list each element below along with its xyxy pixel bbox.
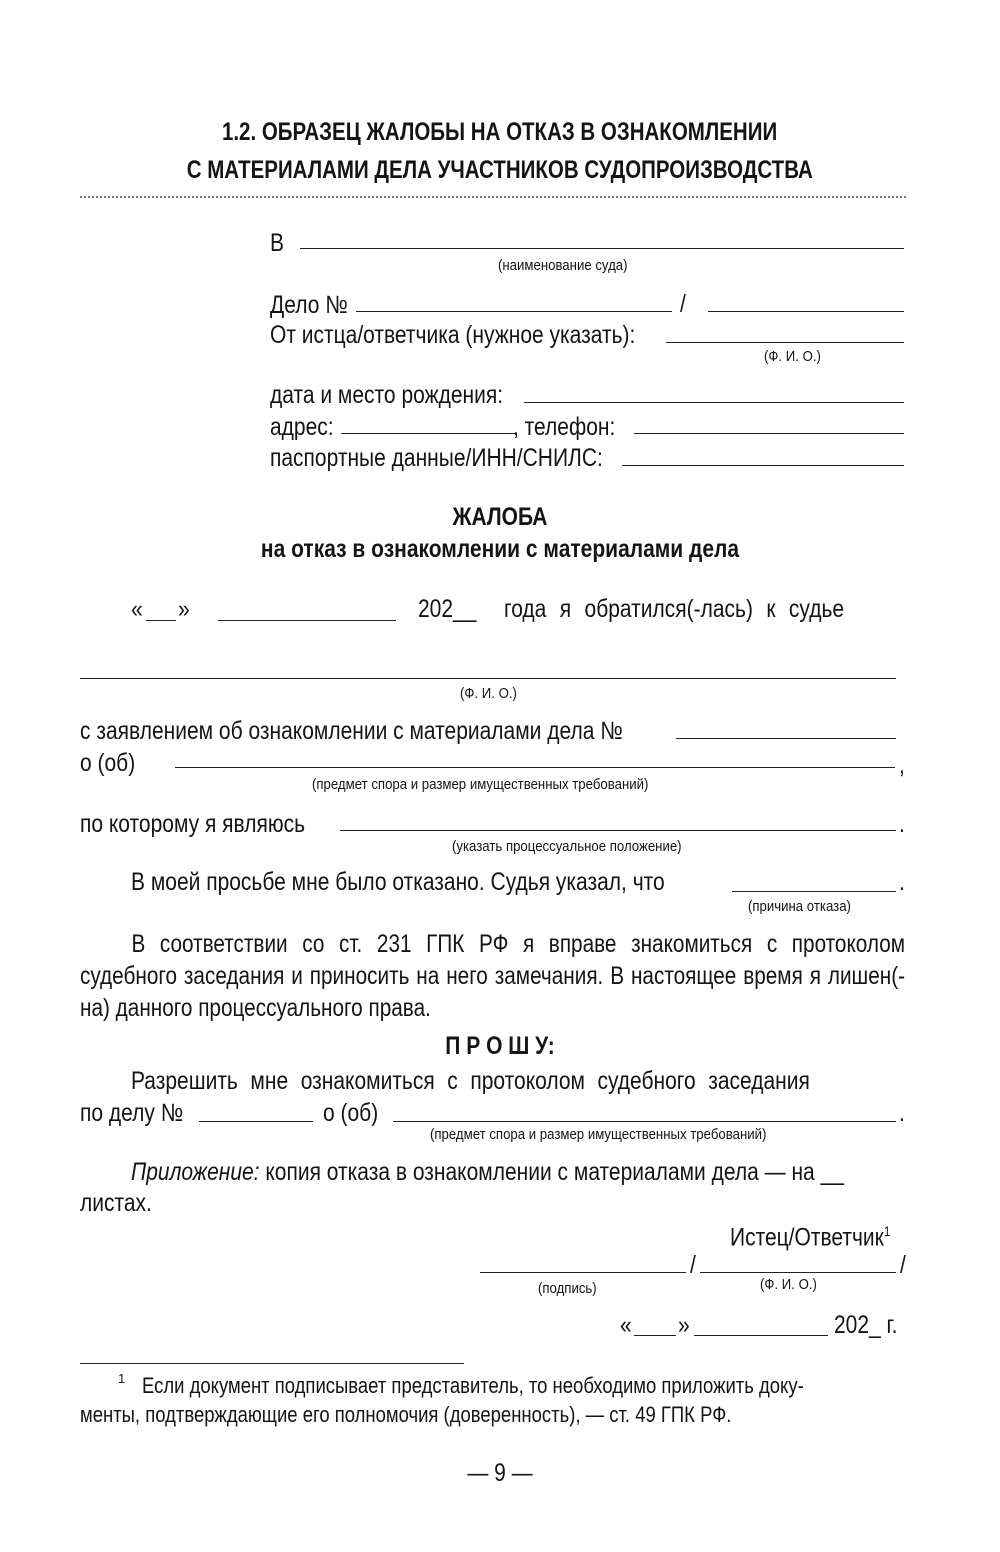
address-field[interactable]: [341, 433, 515, 434]
attachment-text: копия отказа в ознакомлении с материалами дела — на __: [265, 1158, 844, 1186]
subject-caption: (предмет спора и размер имущественных требований): [312, 776, 649, 793]
signature-date-open: «: [620, 1311, 632, 1339]
signature-year: 202_ г.: [834, 1311, 898, 1339]
document-subtitle: на отказ в ознакомлении с материалами дела: [260, 535, 740, 563]
document-title: ЖАЛОБА: [452, 503, 548, 531]
attachment-line: [131, 1158, 844, 1186]
role-caption: (указать процессуальное положение): [452, 838, 682, 855]
footnote-line-1: Если документ подписывает представитель, то необходимо приложить доку-: [142, 1373, 804, 1398]
case-number-field[interactable]: [356, 311, 672, 312]
plaintiff-name-field[interactable]: [666, 342, 904, 343]
case-number-field-2[interactable]: [708, 311, 904, 312]
case-separator: /: [680, 290, 686, 318]
request-heading: П Р О Ш У:: [445, 1032, 555, 1060]
law-paragraph: В соответствии со ст. 231 ГПК РФ я вправе знакомиться с протоколом судебного заседания и приносить на него замечания. В настоящее время я лишен(-на) данного процессуального права.: [80, 930, 906, 1022]
date-day-field[interactable]: [146, 620, 176, 621]
signature-fio-caption: (Ф. И. О.): [760, 1276, 817, 1293]
signature-field[interactable]: [480, 1272, 686, 1273]
request-case-field[interactable]: [199, 1121, 313, 1122]
signature-separator: /: [690, 1251, 696, 1279]
birth-field[interactable]: [524, 402, 904, 403]
signature-date-close: »: [678, 1311, 690, 1339]
signature-name-field[interactable]: [700, 1272, 896, 1273]
refused-dot: .: [899, 868, 905, 896]
statement-text: с заявлением об ознакомлении с материалами дела №: [80, 717, 623, 745]
section-title-line-2: С МАТЕРИАЛАМИ ДЕЛА УЧАСТНИКОВ СУДОПРОИЗВОДСТВА: [186, 156, 814, 184]
signature-role: [730, 1217, 890, 1251]
case-label: Дело №: [270, 291, 348, 319]
court-caption: (наименование суда): [498, 257, 628, 274]
date-month-field[interactable]: [218, 620, 396, 621]
footnote-line-2: менты, подтверждающие его полномочия (доверенность), — ст. 49 ГПК РФ.: [80, 1402, 732, 1427]
request-text: Разрешить мне ознакомиться с протоколом судебного заседания: [131, 1067, 810, 1095]
date-close-quote: »: [178, 595, 190, 623]
attachment-label: Приложение:: [131, 1158, 260, 1186]
role-field[interactable]: [340, 830, 896, 831]
about-comma: ,: [899, 751, 905, 779]
section-title-line-1: 1.2. ОБРАЗЕЦ ЖАЛОБЫ НА ОТКАЗ В ОЗНАКОМЛЕНИИ: [222, 118, 778, 146]
date-year: 202__: [418, 595, 477, 623]
date-open-quote: «: [131, 595, 143, 623]
sign-caption: (подпись): [538, 1280, 597, 1297]
role-text: по которому я являюсь: [80, 810, 306, 838]
attachment-continuation: листах.: [80, 1189, 152, 1217]
address-label: адрес:: [270, 413, 334, 441]
subject-field[interactable]: [175, 767, 895, 768]
signature-month-field[interactable]: [694, 1335, 828, 1336]
fio-caption: (Ф. И. О.): [764, 348, 821, 365]
request-dot: .: [899, 1099, 905, 1127]
footnote-rule: [80, 1363, 464, 1364]
signature-end-separator: /: [900, 1251, 906, 1279]
statement-case-field[interactable]: [676, 738, 896, 739]
request-case-label: по делу №: [80, 1099, 184, 1127]
request-caption: (предмет спора и размер имущественных требований): [430, 1126, 767, 1143]
from-label: От истца/ответчика (нужное указать):: [270, 321, 636, 349]
phone-field[interactable]: [634, 433, 904, 434]
court-name-field[interactable]: [300, 248, 904, 249]
appealed-text: года я обратился(-лась) к судье: [504, 595, 845, 623]
signature-footnote-mark: 1: [883, 1223, 891, 1239]
birth-label: дата и место рождения:: [270, 381, 504, 409]
role-dot: .: [899, 810, 905, 838]
passport-field[interactable]: [622, 465, 904, 466]
request-subject-field[interactable]: [393, 1121, 896, 1122]
about-label: о (об): [80, 749, 136, 777]
to-label: В: [270, 229, 285, 257]
signature-day-field[interactable]: [634, 1335, 676, 1336]
reason-field[interactable]: [732, 891, 896, 892]
judge-caption: (Ф. И. О.): [460, 685, 517, 702]
signature-role-text: Истец/Ответчик: [730, 1223, 884, 1252]
dotted-divider: [80, 196, 906, 198]
phone-label: , телефон:: [513, 413, 616, 441]
footnote-mark: 1: [118, 1371, 126, 1386]
judge-name-field[interactable]: [80, 678, 896, 679]
refused-text: В моей просьбе мне было отказано. Судья указал, что: [131, 868, 665, 896]
reason-caption: (причина отказа): [748, 898, 851, 915]
request-about-label: о (об): [323, 1099, 379, 1127]
passport-label: паспортные данные/ИНН/СНИЛС:: [270, 444, 603, 472]
page-number: — 9 —: [467, 1459, 533, 1487]
